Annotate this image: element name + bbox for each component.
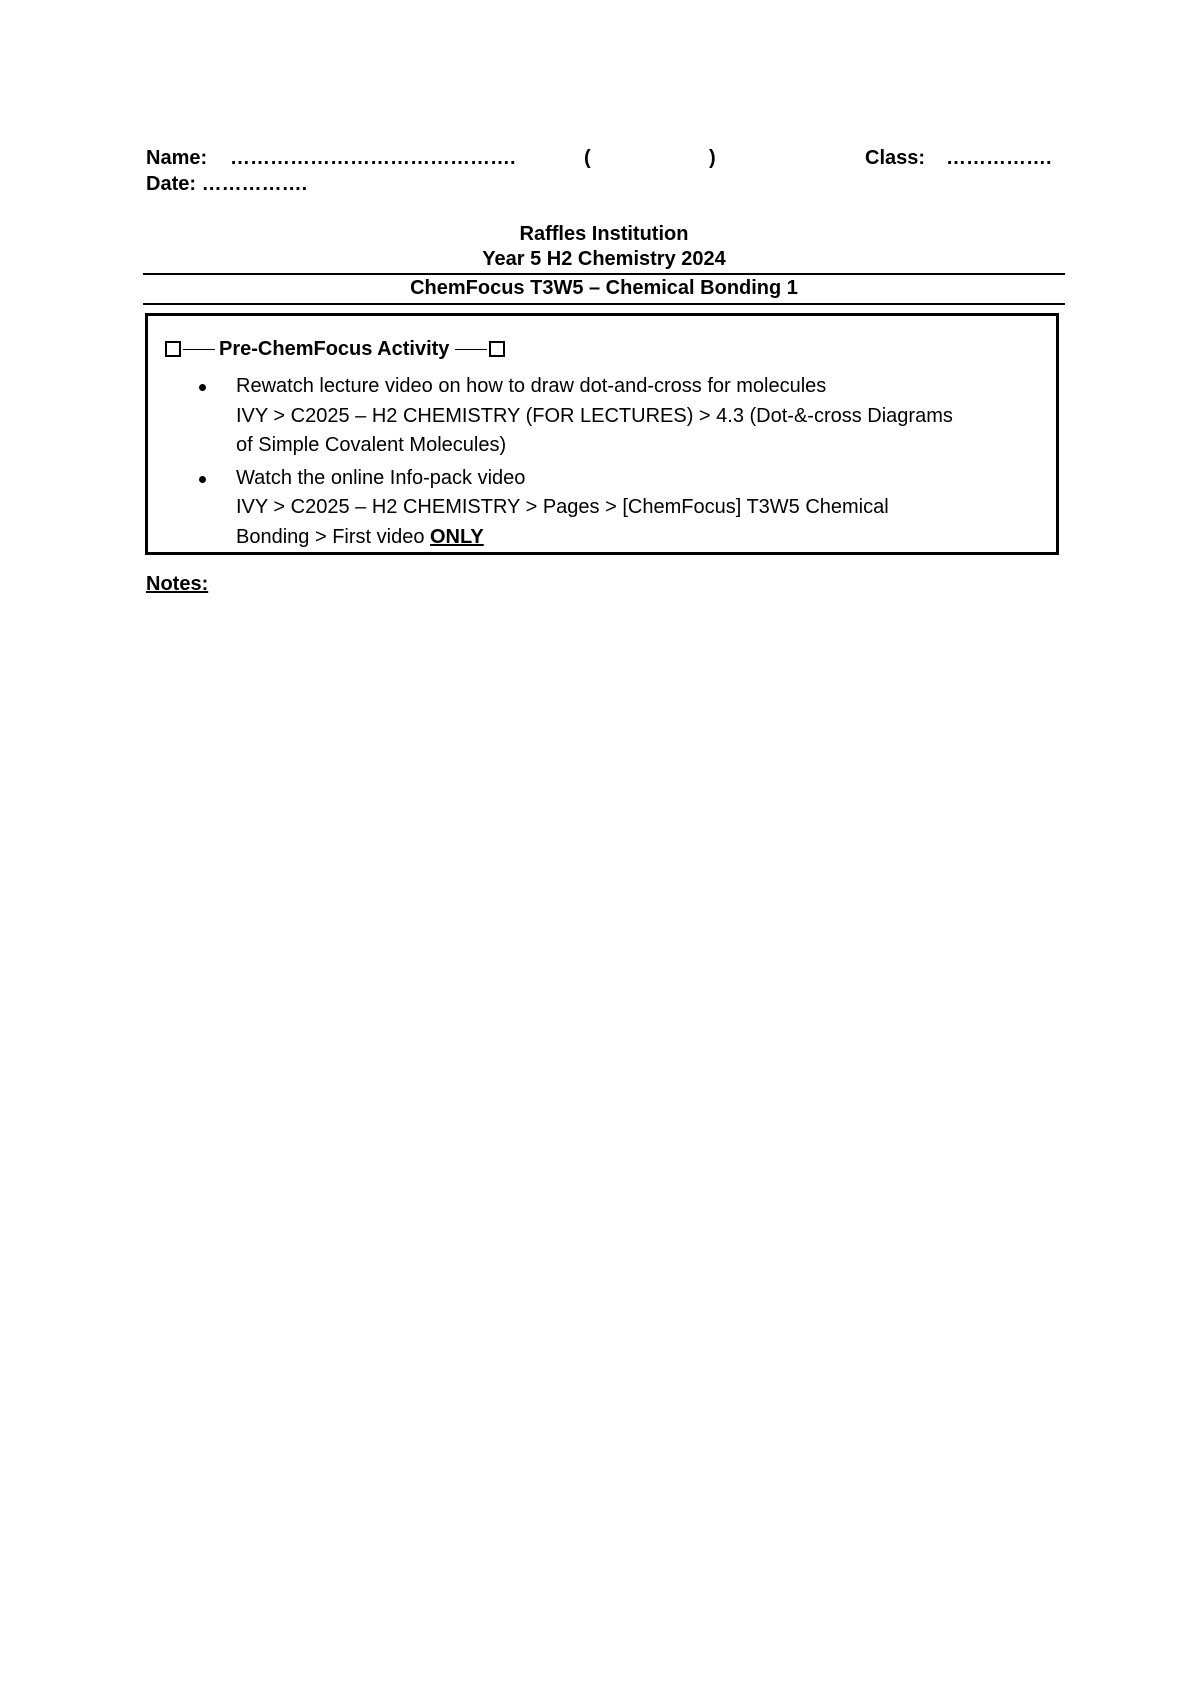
class-field[interactable]: ……………. bbox=[946, 147, 1052, 169]
name-field[interactable]: ……………………………………. bbox=[230, 147, 516, 169]
title-rule-top bbox=[143, 273, 1065, 275]
activity-heading: Pre-ChemFocus Activity bbox=[219, 337, 450, 360]
course-title: Year 5 H2 Chemistry 2024 bbox=[482, 248, 726, 270]
list-item bbox=[148, 372, 1056, 461]
item-path-cont: of Simple Covalent Molecules) bbox=[236, 434, 507, 456]
index-paren-open: ( bbox=[584, 147, 591, 169]
title-rule-bottom bbox=[143, 303, 1065, 305]
item-instruction: Watch the online Info-pack video bbox=[236, 466, 526, 489]
class-label: Class: bbox=[865, 147, 926, 169]
date-field[interactable]: ……………. bbox=[201, 173, 308, 195]
item-path: IVY > C2025 – H2 CHEMISTRY (FOR LECTURES) > 4.3 (Dot-&-cross Diagrams bbox=[236, 404, 953, 427]
header-divider bbox=[455, 349, 487, 350]
school-name: Raffles Institution bbox=[519, 223, 689, 245]
list-item bbox=[148, 464, 1056, 553]
checkbox-icon bbox=[489, 341, 505, 357]
activity-header bbox=[165, 336, 505, 362]
document-title-block bbox=[143, 222, 1065, 272]
header-divider bbox=[183, 349, 215, 350]
date-label: Date: bbox=[146, 173, 197, 195]
date-row bbox=[146, 172, 307, 196]
checkbox-icon bbox=[165, 341, 181, 357]
item-path: IVY > C2025 – H2 CHEMISTRY > Pages > [ChemFocus] T3W5 Chemical bbox=[236, 496, 889, 518]
index-paren-close: ) bbox=[709, 147, 716, 169]
pre-activity-box bbox=[145, 313, 1059, 555]
bullet-icon bbox=[199, 384, 206, 391]
notes-label: Notes: bbox=[146, 573, 209, 595]
activity-list bbox=[148, 372, 1056, 555]
only-emphasis: ONLY bbox=[430, 525, 484, 548]
name-label: Name: bbox=[146, 147, 208, 169]
item-path-cont bbox=[236, 523, 1042, 553]
bullet-icon bbox=[199, 476, 206, 483]
item-instruction: Rewatch lecture video on how to draw dot-and-cross for molecules bbox=[236, 375, 827, 397]
item-path-prefix: Bonding > First video bbox=[236, 525, 430, 548]
session-title: ChemFocus T3W5 – Chemical Bonding 1 bbox=[410, 277, 798, 299]
